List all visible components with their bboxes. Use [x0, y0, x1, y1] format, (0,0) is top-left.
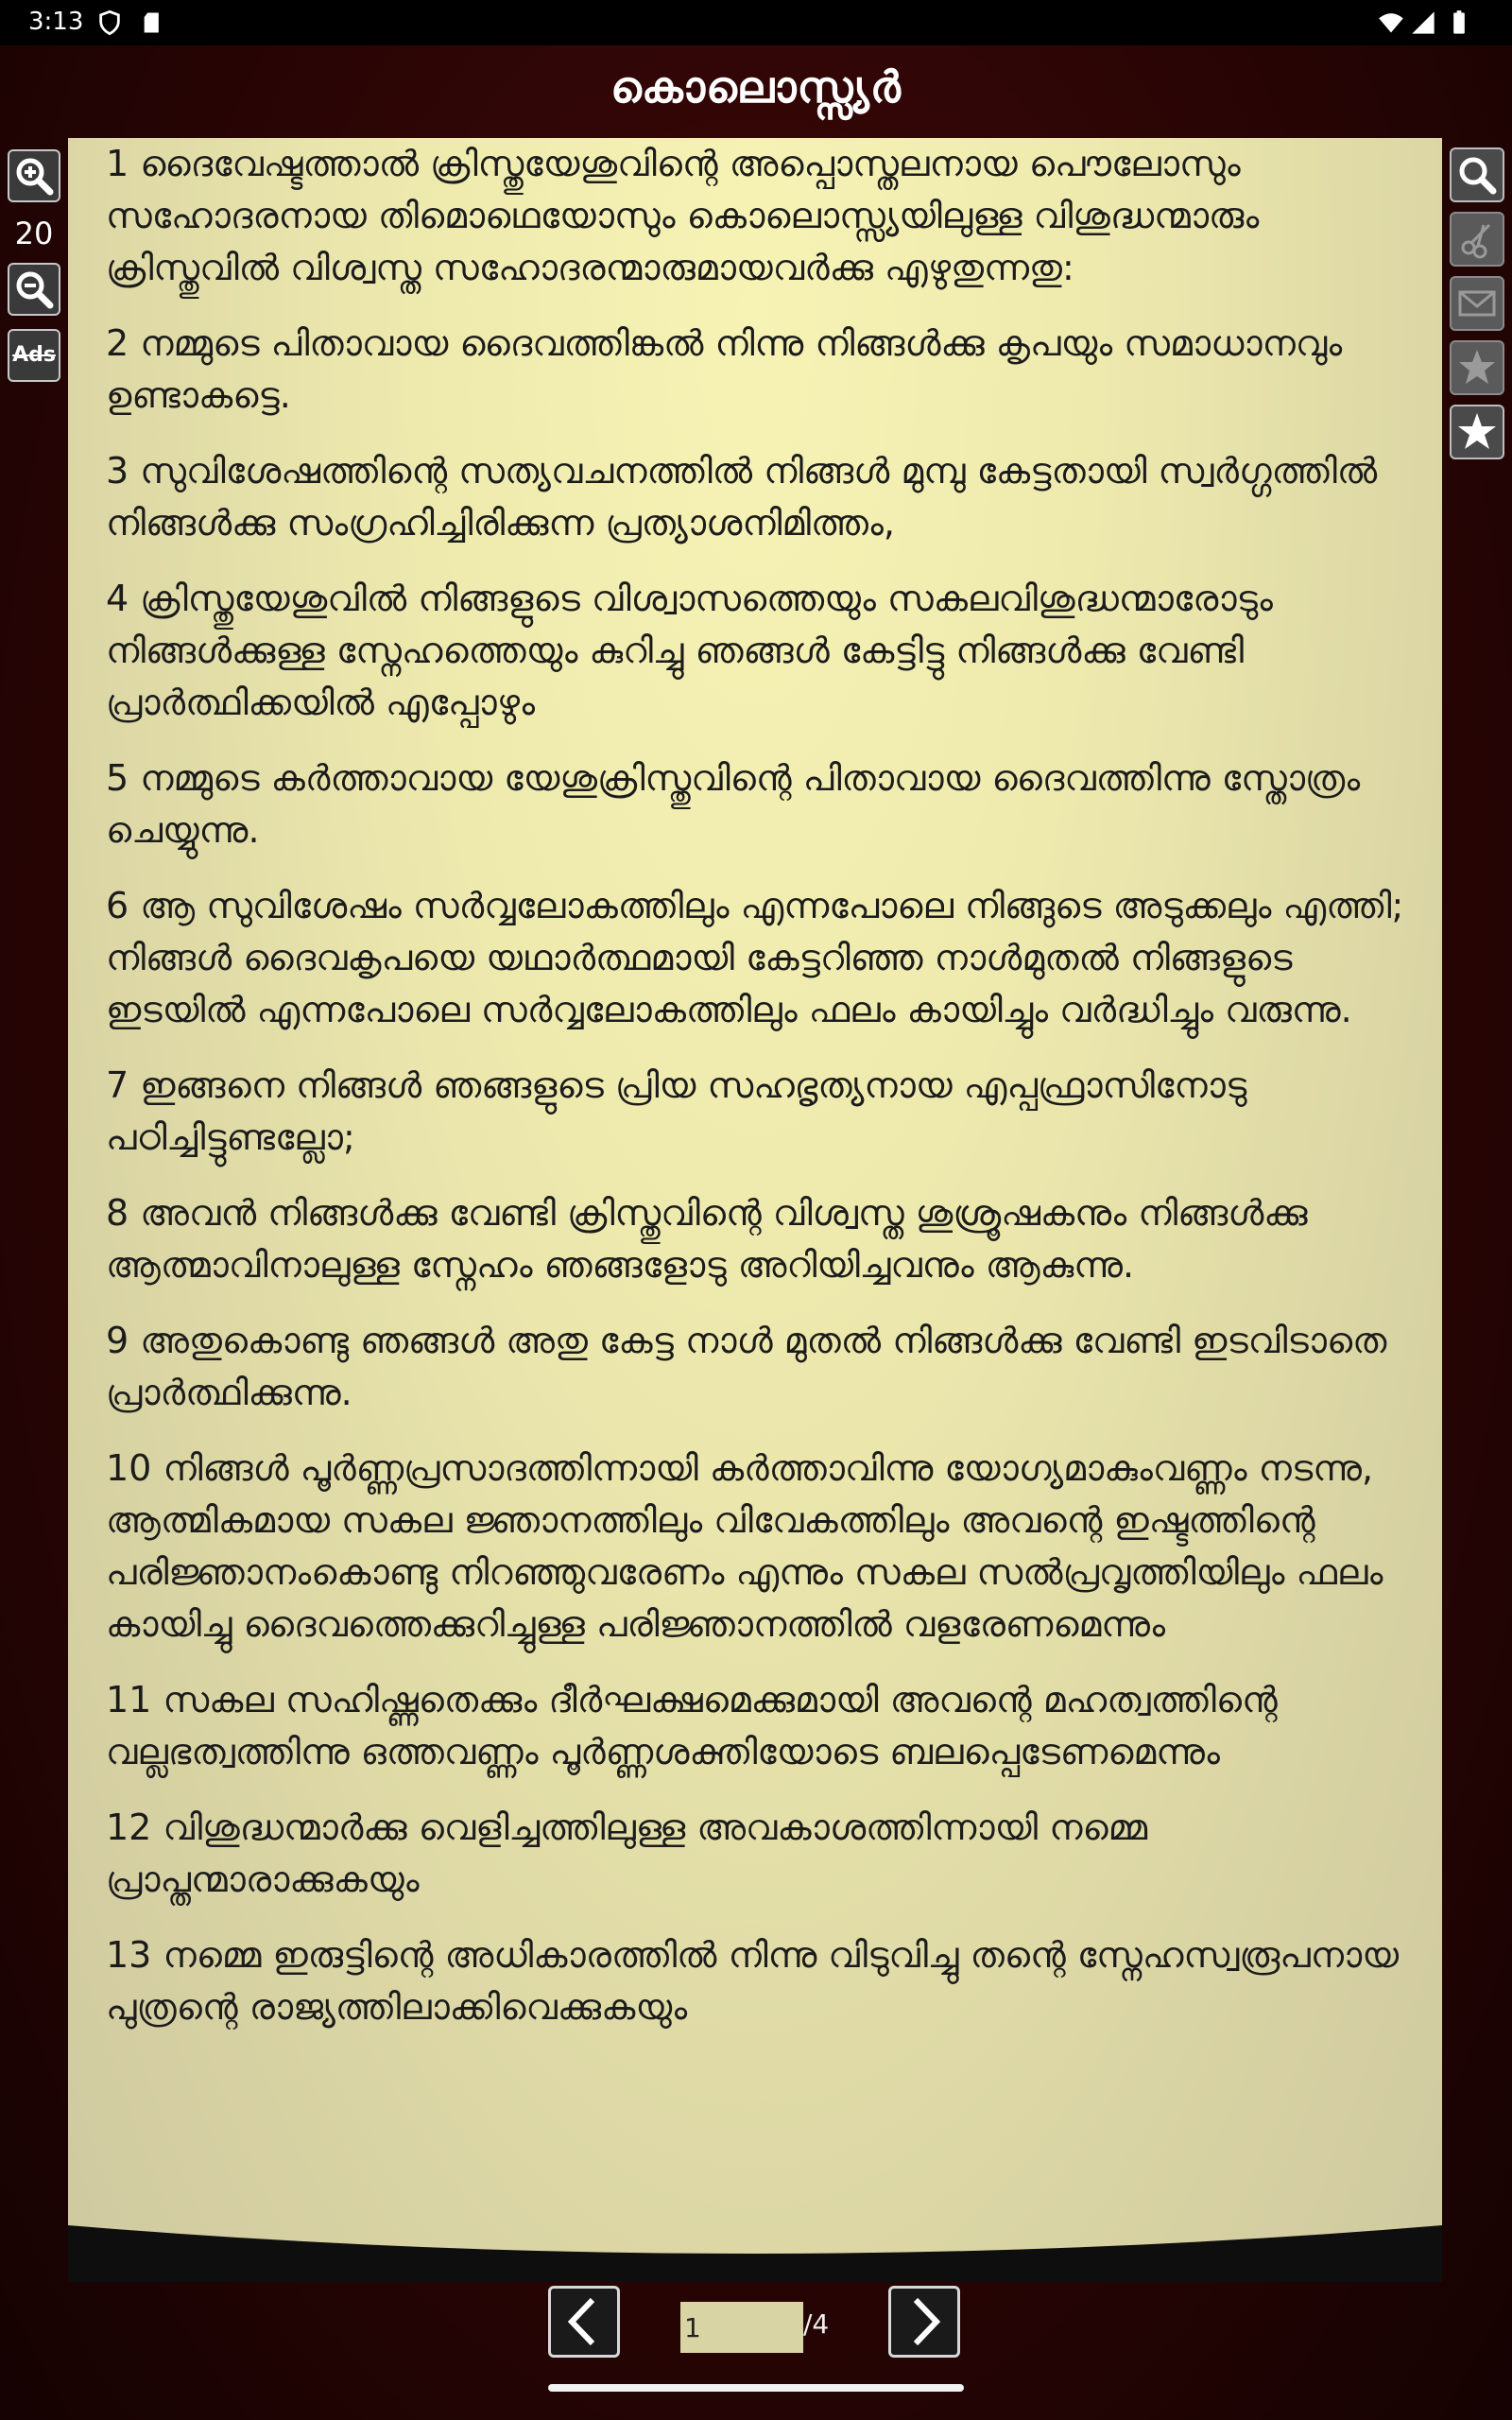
font-size-value: 20 [14, 216, 54, 251]
zoom-in-icon [9, 151, 59, 200]
verse-text: അതുകൊണ്ടു ഞങ്ങൾ അതു കേട്ട നാൾ മുതൽ നിങ്ങൾക്കു വേണ്ടി ഇടവിടാതെ പ്രാർത്ഥിക്കുന്നു. [106, 1320, 1387, 1413]
verse-list [106, 138, 1429, 2057]
remove-ads-button[interactable]: Ads [8, 329, 60, 382]
zoom-out-icon [9, 265, 59, 314]
mail-button[interactable] [1450, 276, 1504, 331]
verse-text: നമ്മെ ഇരുട്ടിന്റെ അധികാരത്തിൽ നിന്നു വിടുവിച്ചു തന്റെ സ്നേഹസ്വരൂപനായ പുത്രന്റെ രാജ്യത്തിലാക്കിവെക്കുകയും [106, 1934, 1400, 2028]
mail-icon [1452, 278, 1503, 329]
verse-text: സുവിശേഷത്തിന്റെ സത്യവചനത്തിൽ നിങ്ങൾ മുമ്പു കേട്ടതായി സ്വർഗ്ഗത്തിൽ നിങ്ങൾക്കു സംഗ്രഹിച്ചിരിക്കുന്ന പ്രത്യാശനിമിത്തം, [106, 450, 1378, 544]
status-time: 3:13 [28, 8, 84, 36]
verse-number: 7 [106, 1064, 129, 1106]
verse[interactable] [106, 318, 1429, 422]
verse-text: ദൈവേഷ്ടത്താൽ ക്രിസ്തുയേശുവിന്റെ അപ്പൊസ്തലനായ പൌലോസും സഹോദരനായ തിമൊഥെയോസും കൊലൊസ്സ്യയിലുള്ള വിശുദ്ധന്മാരും ക്രിസ്തുവിൽ വിശ്വസ്ത സഹോദരന്മാരുമായവർക്കു എഴുതുന്നതു: [106, 143, 1260, 288]
cut-button[interactable] [1450, 212, 1504, 267]
chevron-left-icon [551, 2289, 617, 2355]
verse[interactable] [106, 138, 1429, 294]
search-button[interactable] [1450, 147, 1504, 202]
verse[interactable] [106, 573, 1429, 729]
page-number-input[interactable] [680, 2302, 803, 2353]
reading-page[interactable] [68, 138, 1442, 2282]
home-indicator[interactable] [548, 2384, 964, 2392]
verse[interactable] [106, 752, 1429, 856]
verse-text: നിങ്ങൾ പൂർണ്ണപ്രസാദത്തിന്നായി കർത്താവിന്നു യോഗ്യമാകുംവണ്ണം നടന്നു, ആത്മികമായ സകല ജ്ഞാനത്തിലും വിവേകത്തിലും അവന്റെ ഇഷ്ടത്തിന്റെ പരിജ്ഞാനംകൊണ്ടു നിറഞ്ഞുവരേണം എന്നും സകല സൽപ്രവൃത്തിയിലും ഫലം കായിച്ചു ദൈവത്തെക്കുറിച്ചുള്ള പരിജ്ഞാനത്തിൽ വളരേണമെന്നും [106, 1447, 1383, 1645]
next-page-button[interactable] [888, 2286, 960, 2358]
verse-number: 12 [106, 1806, 152, 1848]
star-badge-icon [1452, 342, 1503, 393]
verse-number: 1 [106, 143, 129, 184]
verse[interactable] [106, 445, 1429, 549]
verse-text: ആ സുവിശേഷം സർവ്വലോകത്തിലും എന്നപോലെ നിങ്ങുടെ അടുക്കലും എത്തി; നിങ്ങൾ ദൈവകൃപയെ യഥാർത്ഥമായി കേട്ടറിഞ്ഞ നാൾമുതൽ നിങ്ങളുടെ ഇടയിൽ എന്നപോലെ സർവ്വലോകത്തിലും ഫലം കായിച്ചും വർദ്ധിച്ചും വരുന്നു. [106, 885, 1404, 1030]
verse[interactable] [106, 1802, 1429, 1906]
verse-number: 3 [106, 450, 129, 492]
verse-number: 9 [106, 1320, 129, 1361]
shield-icon [96, 9, 123, 36]
verse-number: 11 [106, 1679, 152, 1720]
verse-number: 4 [106, 578, 129, 619]
verse[interactable] [106, 880, 1429, 1036]
bookmark-add-button[interactable] [1450, 340, 1504, 395]
verse[interactable] [106, 1929, 1429, 2033]
star-icon [1452, 406, 1503, 458]
verse-text: നമ്മുടെ കർത്താവായ യേശുക്രിസ്തുവിന്റെ പിതാവായ ദൈവത്തിന്നു സ്തോത്രം ചെയ്യുന്നു. [106, 757, 1361, 851]
verse-number: 5 [106, 757, 129, 799]
page-total: /4 [803, 2308, 830, 2340]
favorite-button[interactable] [1450, 405, 1504, 459]
zoom-out-button[interactable] [8, 263, 60, 316]
verse-number: 13 [106, 1934, 152, 1976]
zoom-in-button[interactable] [8, 149, 60, 202]
wifi-icon [1378, 9, 1404, 36]
verse-text: വിശുദ്ധന്മാർക്കു വെളിച്ചത്തിലുള്ള അവകാശത്തിന്നായി നമ്മെ പ്രാപ്തന്മാരാക്കുകയും [106, 1806, 1148, 1900]
scissors-icon [1452, 214, 1503, 265]
battery-icon [1446, 9, 1472, 36]
verse-number: 10 [106, 1447, 152, 1489]
search-icon [1452, 149, 1503, 200]
verse-number: 2 [106, 322, 129, 364]
status-bar [0, 0, 1512, 45]
verse-text: നമ്മുടെ പിതാവായ ദൈവത്തിങ്കൽ നിന്നു നിങ്ങൾക്കു കൃപയും സമാധാനവും ഉണ്ടാകട്ടെ. [106, 322, 1343, 416]
page-curl [68, 2225, 1442, 2282]
verse-number: 8 [106, 1192, 129, 1234]
verse-number: 6 [106, 885, 129, 926]
chevron-right-icon [891, 2289, 957, 2355]
verse[interactable] [106, 1315, 1429, 1419]
verse[interactable] [106, 1060, 1429, 1164]
verse[interactable] [106, 1187, 1429, 1291]
verse[interactable] [106, 1674, 1429, 1778]
previous-page-button[interactable] [548, 2286, 620, 2358]
sd-card-icon [140, 9, 166, 36]
verse-text: അവൻ നിങ്ങൾക്കു വേണ്ടി ക്രിസ്തുവിന്റെ വിശ്വസ്ത ശുശ്രൂഷകനും നിങ്ങൾക്കു ആത്മാവിനാലുള്ള സ്നേഹം ഞങ്ങളോടു അറിയിച്ചവനും ആകുന്നു. [106, 1192, 1308, 1286]
verse-text: ഇങ്ങനെ നിങ്ങൾ ഞങ്ങളുടെ പ്രിയ സഹഭൃത്യനായ എപ്പഫ്രാസിനോടു പഠിച്ചിട്ടുണ്ടല്ലോ; [106, 1064, 1247, 1158]
cell-signal-icon [1410, 9, 1436, 36]
verse-text: സകല സഹിഷ്ണതെക്കും ദീർഘക്ഷമെക്കുമായി അവന്റെ മഹത്വത്തിന്റെ വല്ലഭത്വത്തിന്നു ഒത്തവണ്ണം പൂർണ്ണശക്തിയോടെ ബലപ്പെടേണമെന്നും [106, 1679, 1278, 1772]
book-title: കൊലൊസ്സ്യർ [610, 61, 902, 112]
verse-text: ക്രിസ്തുയേശുവിൽ നിങ്ങളുടെ വിശ്വാസത്തെയും സകലവിശുദ്ധന്മാരോടും നിങ്ങൾക്കുള്ള സ്നേഹത്തെയും കുറിച്ചു ഞങ്ങൾ കേട്ടിട്ടു നിങ്ങൾക്കു വേണ്ടി പ്രാർത്ഥിക്കയിൽ എപ്പോഴും [106, 578, 1273, 723]
verse[interactable] [106, 1443, 1429, 1651]
